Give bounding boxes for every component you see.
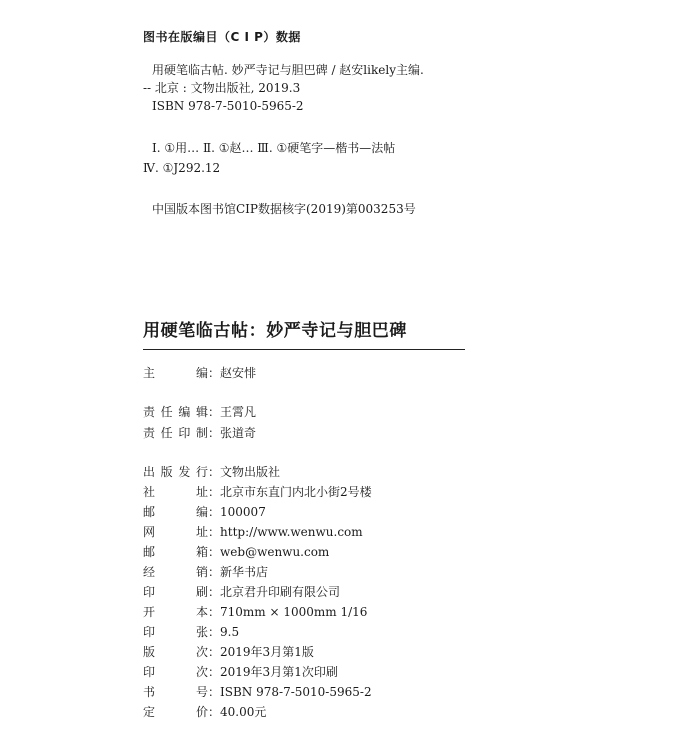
pub-label: 开本	[143, 605, 208, 619]
colon: ：	[208, 426, 221, 440]
colon: ：	[208, 645, 221, 659]
book-title: 用硬笔临古帖：妙严寺记与胆巴碑	[143, 321, 407, 341]
colon: ：	[208, 505, 221, 519]
pub-label: 经销	[143, 565, 208, 579]
cip-isbn: ISBN 978-7-5010-5965-2	[152, 99, 304, 113]
credit-label: 责任印制	[143, 426, 208, 440]
pub-label: 邮编	[143, 505, 208, 519]
pub-label: 书号	[143, 685, 208, 699]
pub-value: http://www.wenwu.com	[220, 525, 363, 539]
colon: ：	[208, 405, 221, 419]
pub-row	[143, 683, 372, 701]
pub-row	[143, 603, 367, 621]
colon: ：	[208, 605, 221, 619]
pub-label: 网址	[143, 525, 208, 539]
pub-row	[143, 483, 372, 501]
pub-label: 版次	[143, 645, 208, 659]
cip-publisher-line: -- 北京 : 文物出版社, 2019.3	[143, 81, 301, 95]
pub-row	[143, 523, 363, 541]
credit-row-responsible-editor	[143, 403, 256, 421]
cip-number: 中国版本图书馆CIP数据核字(2019)第003253号	[152, 202, 416, 216]
pub-value: 2019年3月第1次印刷	[220, 665, 338, 679]
colon: ：	[208, 525, 221, 539]
credit-label: 责任编辑	[143, 405, 208, 419]
pub-value: 9.5	[220, 625, 240, 639]
pub-row	[143, 703, 266, 721]
pub-label: 印刷	[143, 585, 208, 599]
credit-value: 赵安悱	[220, 366, 257, 380]
colon: ：	[208, 685, 221, 699]
colon: ：	[208, 585, 221, 599]
credit-label: 主编	[143, 366, 208, 380]
title-divider	[143, 349, 465, 350]
pub-row	[143, 503, 266, 521]
pub-value: ISBN 978-7-5010-5965-2	[220, 685, 372, 699]
colon: ：	[208, 545, 221, 559]
pub-value: 710mm × 1000mm 1/16	[220, 605, 368, 619]
cip-classification: Ⅳ. ①J292.12	[143, 161, 221, 175]
pub-row	[143, 563, 268, 581]
pub-value: 北京君升印刷有限公司	[220, 585, 341, 599]
colon: ：	[208, 705, 221, 719]
pub-row	[143, 623, 239, 641]
cip-subjects: Ⅰ. ①用… Ⅱ. ①赵… Ⅲ. ①硬笔字—楷书—法帖	[152, 141, 396, 155]
colon: ：	[208, 465, 221, 479]
pub-label: 定价	[143, 705, 208, 719]
colon: ：	[208, 565, 221, 579]
pub-value: 2019年3月第1版	[220, 645, 314, 659]
pub-label: 印张	[143, 625, 208, 639]
cip-heading: 图书在版编目（C I P）数据	[143, 30, 301, 44]
pub-row	[143, 583, 340, 601]
credit-value: 张道奇	[220, 426, 257, 440]
pub-value: 文物出版社	[220, 465, 281, 479]
credit-value: 王霄凡	[220, 405, 257, 419]
pub-label: 社址	[143, 485, 208, 499]
pub-row	[143, 543, 329, 561]
pub-row	[143, 643, 314, 661]
pub-label: 出版发行	[143, 465, 208, 479]
pub-value: 北京市东直门内北小街2号楼	[220, 485, 372, 499]
pub-value: 40.00元	[220, 705, 267, 719]
pub-value: web@wenwu.com	[220, 545, 330, 559]
credit-row-responsible-printing	[143, 424, 256, 442]
colon: ：	[208, 665, 221, 679]
colon: ：	[208, 485, 221, 499]
pub-row	[143, 463, 280, 481]
pub-value: 100007	[220, 505, 266, 519]
credit-row-editor	[143, 364, 256, 382]
colon: ：	[208, 625, 221, 639]
pub-label: 邮箱	[143, 545, 208, 559]
pub-value: 新华书店	[220, 565, 269, 579]
cip-entry-title: 用硬笔临古帖. 妙严寺记与胆巴碑 / 赵安likely主编.	[152, 63, 424, 77]
pub-row	[143, 663, 338, 681]
colon: ：	[208, 366, 221, 380]
pub-label: 印次	[143, 665, 208, 679]
